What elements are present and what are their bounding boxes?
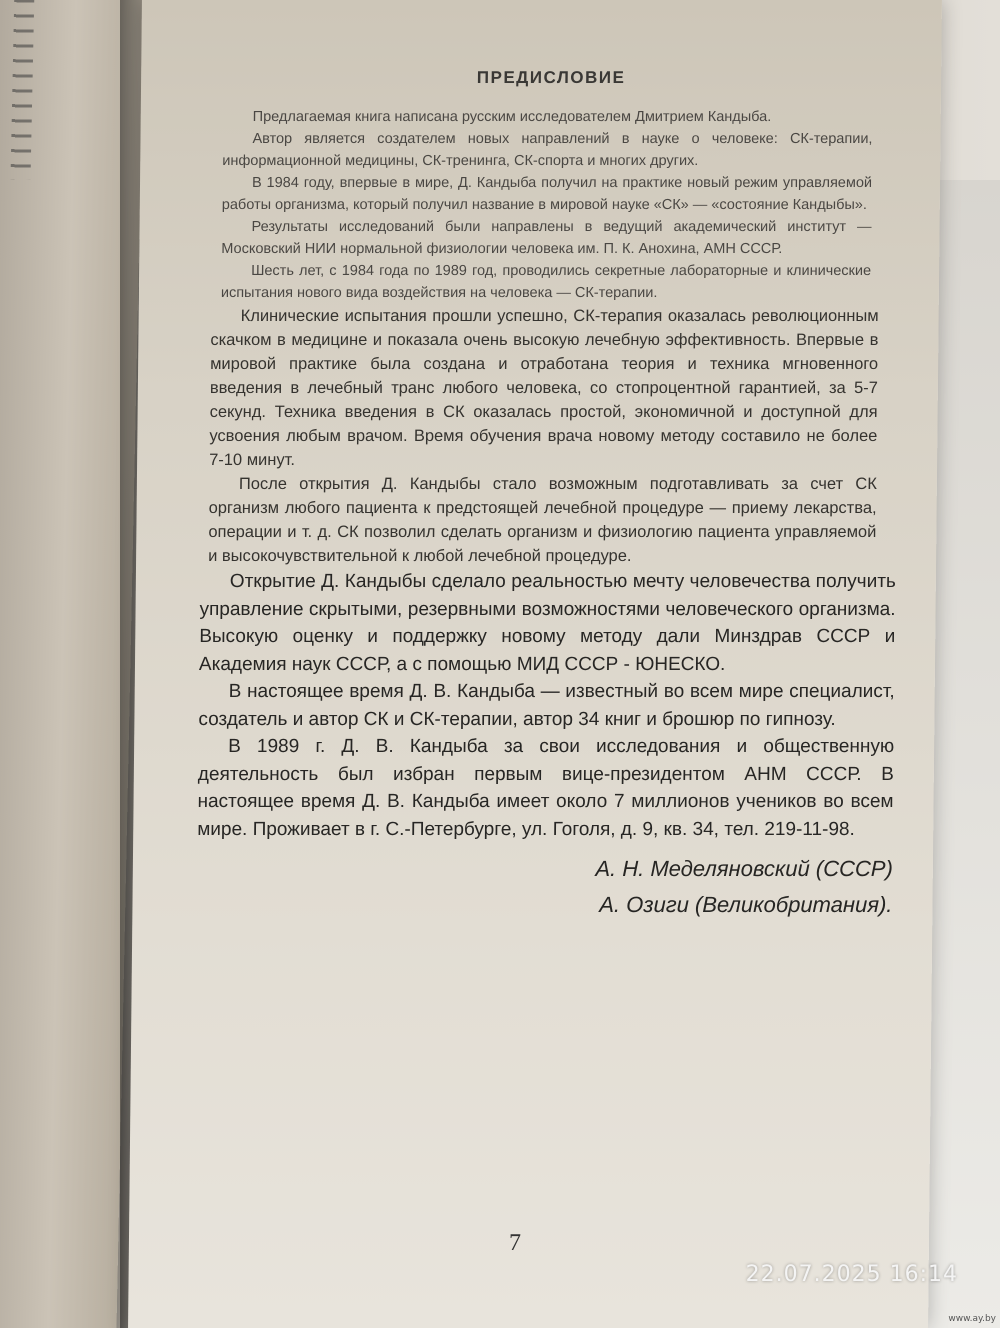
paragraph: Открытие Д. Кандыбы сделало реальностью мечту человечества получить управление скрытыми, резервными возможностями человеческого организма. Высокую оценку и поддержку новому методу дали Минздрав СССР и Академия наук СССР, а с помощью МИД СССР - ЮНЕСКО.	[198, 571, 896, 675]
photo-timestamp: 22.07.2025 16:14	[745, 1262, 958, 1287]
previous-page-text-edge	[10, 0, 34, 180]
paragraph: После открытия Д. Кандыбы стало возможным подготавливать за счет СК организм любого пациента к предстоящей лечебной процедуре — приему лекарства, операции и т. д. СК позволил сделать организм и физиологию пациента управляемой и высокочувствительной к любой лечебной процедуре.	[208, 475, 877, 565]
signature-line: А. Озиги (Великобритания).	[599, 892, 893, 917]
paragraph: В 1984 году, впервые в мире, Д. Кандыба получил на практике новый режим управляемой работы организма, который получил название в мировой науке «СК» — «состояние Кандыбы».	[221, 175, 873, 213]
page-content	[192, 60, 901, 923]
medium-print-block	[208, 304, 879, 568]
book-page	[128, 0, 942, 1328]
paragraph: Автор является создателем новых направлений в науке о человеке: СК-терапии, информационной медицины, СК-тренинга, СК-спорта и многих других.	[222, 131, 873, 169]
paragraph: Предлагаемая книга написана русским исследователем Дмитрием Кандыба.	[252, 109, 772, 125]
paragraph: В настоящее время Д. В. Кандыба — известный во всем мире специалист, создатель и автор СК и СК-терапии, автор 34 книг и брошюр по гипнозу.	[198, 681, 895, 730]
paragraph: В 1989 г. Д. В. Кандыба за свои исследования и общественную деятельность был избран первым вице-президентом АНМ СССР. В настоящее время Д. В. Кандыба имеет около 7 миллионов учеников во всем мире. Проживает в г. С.-Петербурге, ул. Гоголя, д. 9, кв. 34, тел. 219-11-98.	[197, 736, 895, 840]
paragraph: Результаты исследований были направлены в ведущий академический институт — Московский НИИ нормальной физиологии человека им. П. К. Анохина, АМН СССР.	[221, 219, 872, 257]
paragraph: Шесть лет, с 1984 года по 1989 год, проводились секретные лабораторные и клинические испытания нового вида воздействия на человека — СК-терапии.	[220, 263, 872, 301]
small-print-block	[221, 106, 873, 304]
paragraph: Клинические испытания прошли успешно, СК-терапия оказалась революционным скачком в медицине и показала очень высокую лечебную эффективность. Впервые в мировой практике была создана и отработана теория и техника мгновенного введения в лечебный транс любого человека, со стопроцентной гарантией, за 5-7 секунд. Техника введения в СК оказалась простой, экономичной и доступной для усвоения любым врачом. Время обучения врача новому методу составило не более 7-10 минут.	[209, 307, 879, 469]
signature-block	[192, 851, 893, 923]
large-print-block	[197, 568, 896, 843]
site-watermark: www.ay.by	[948, 1314, 996, 1324]
page-heading: ПРЕДИСЛОВИЕ	[476, 68, 626, 87]
page-number: 7	[508, 1230, 522, 1256]
signature-line: А. Н. Меделяновский (СССР)	[595, 856, 893, 881]
